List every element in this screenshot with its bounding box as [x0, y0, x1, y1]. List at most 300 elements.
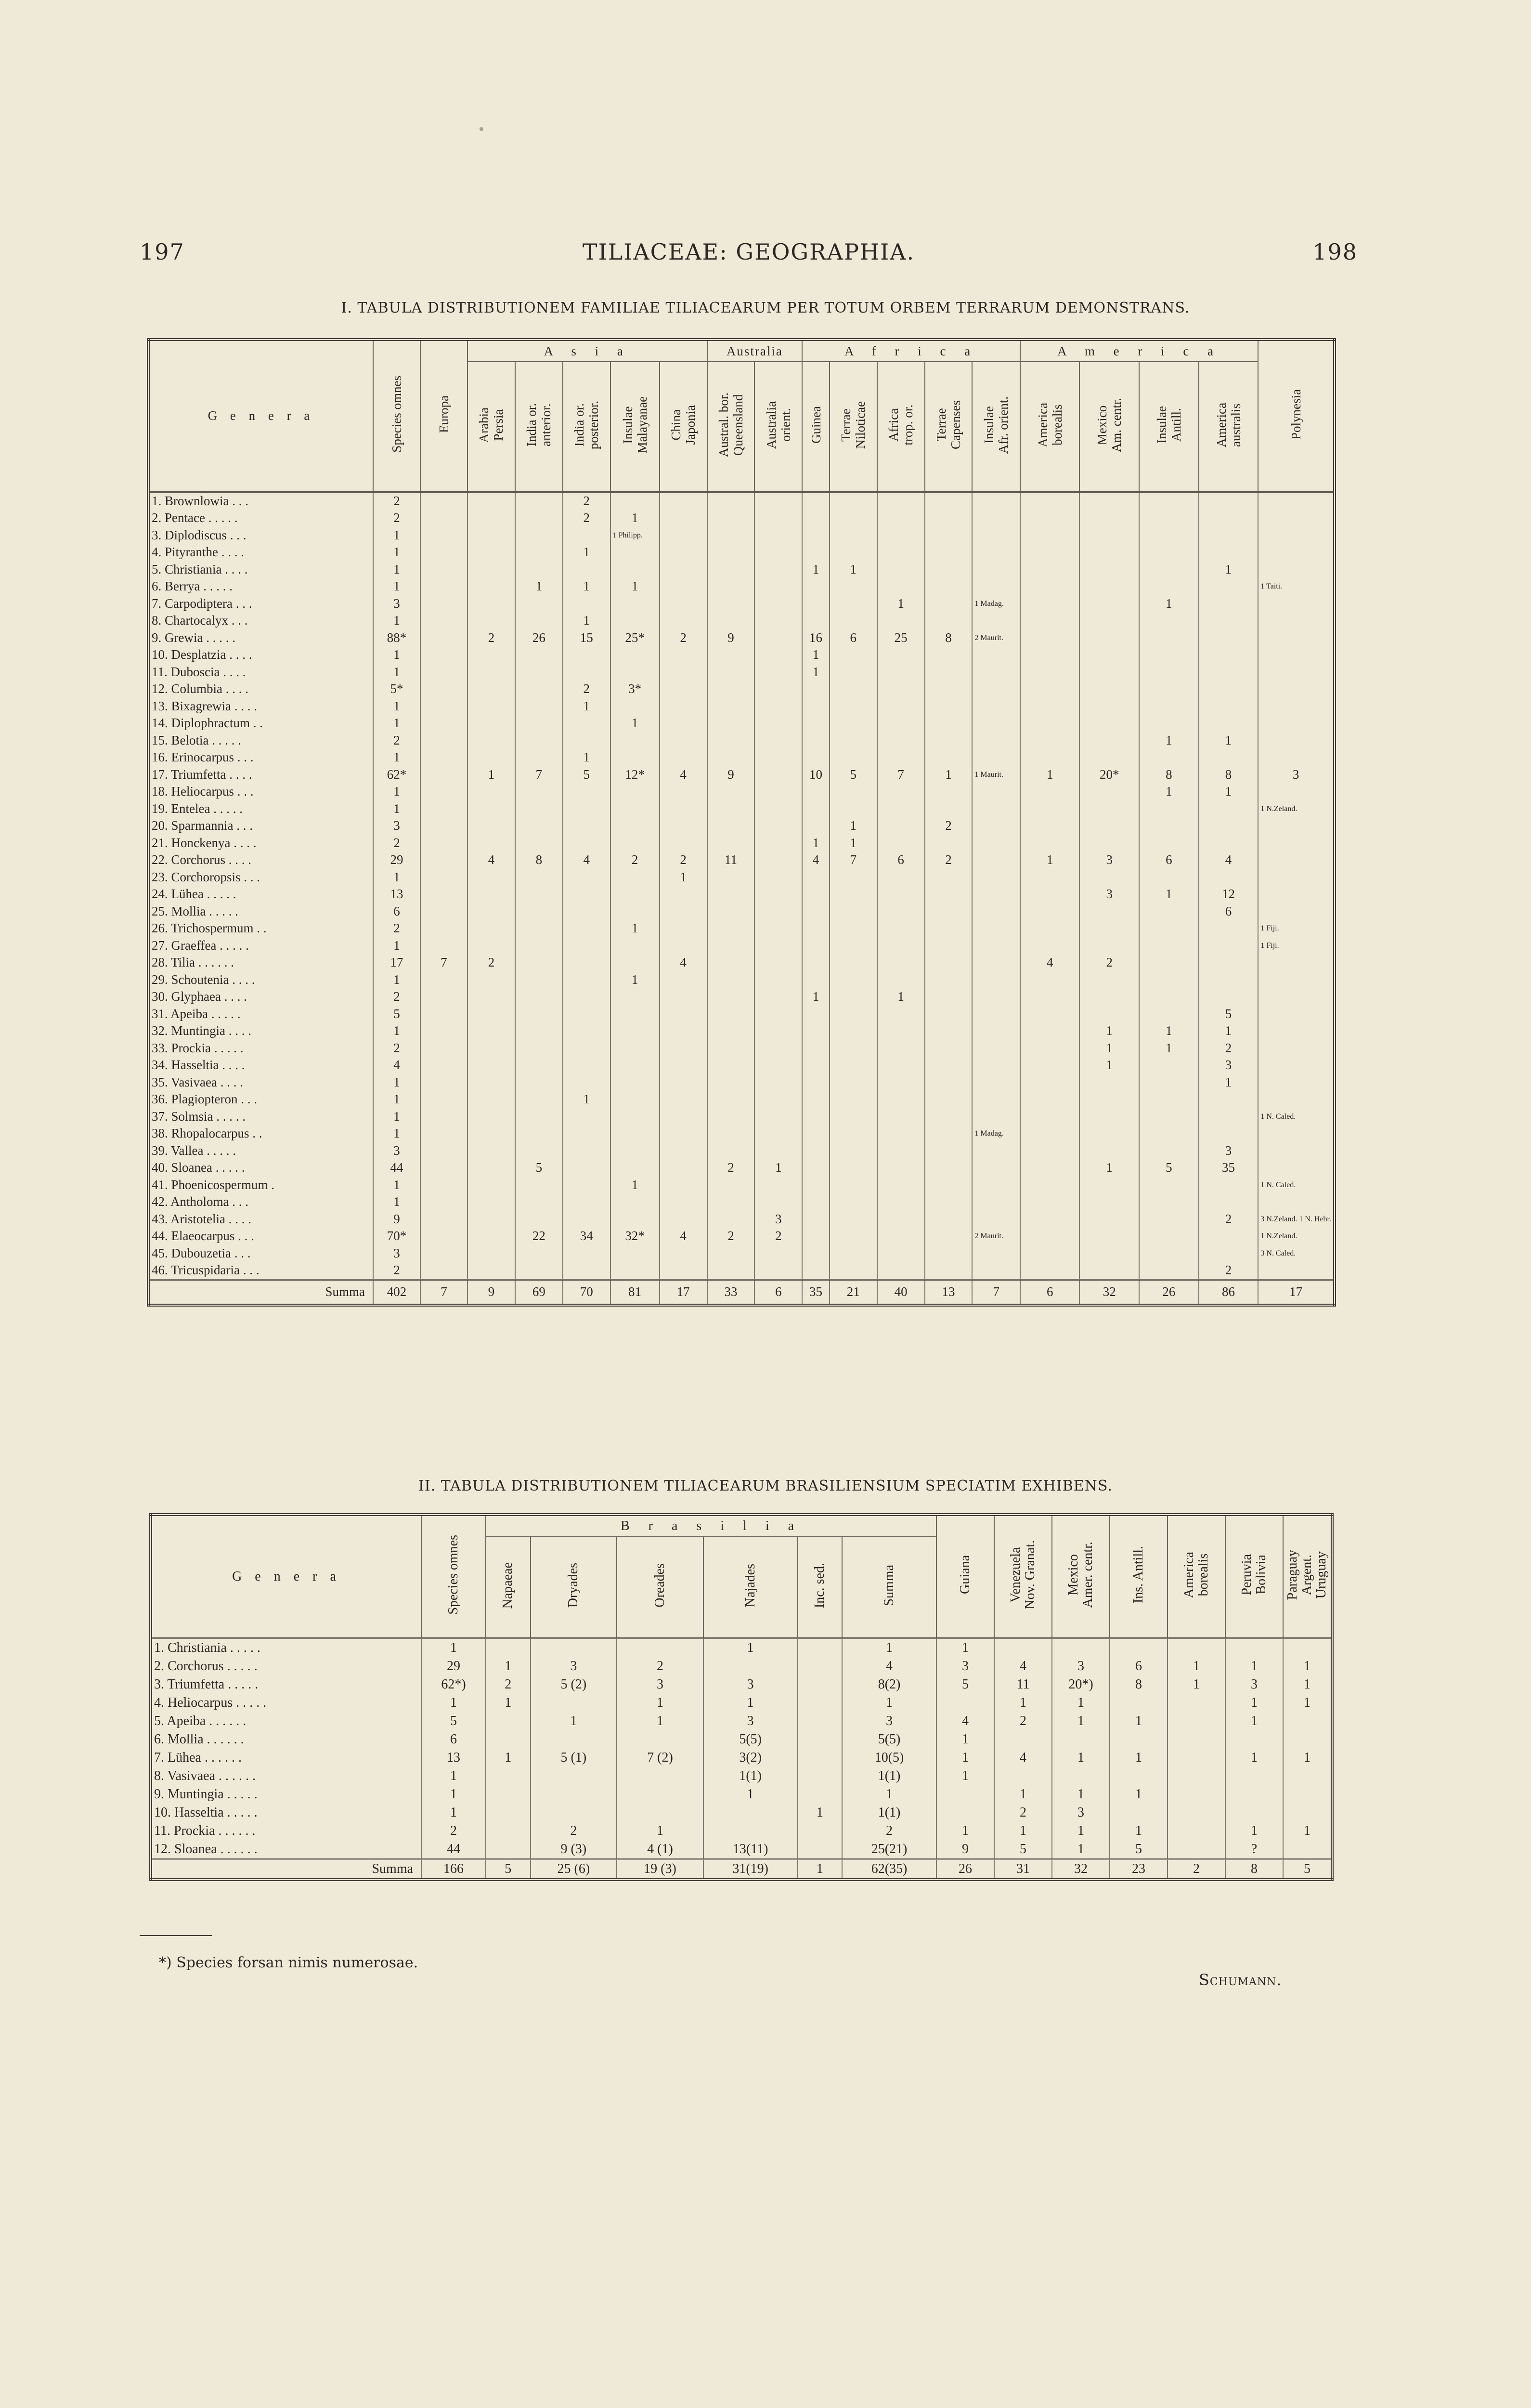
count-cell: 1	[373, 715, 420, 732]
count-cell	[754, 903, 802, 920]
genus-name: 3. Diplodiscus . . .	[152, 527, 247, 542]
count-cell	[1199, 988, 1259, 1006]
count-cell	[1283, 1785, 1332, 1804]
count-cell	[515, 869, 563, 886]
count-cell: 1	[531, 1712, 617, 1730]
count-cell	[1168, 1712, 1225, 1730]
count-cell	[877, 698, 925, 715]
genus-name: 11. Prockia . . . . . .	[154, 1823, 256, 1838]
count-cell	[617, 1804, 703, 1822]
count-cell	[467, 578, 515, 595]
footnote: *) Species forsan nimis numerosae.	[159, 1954, 418, 1971]
count-cell: 1 Fiji.	[1258, 937, 1335, 955]
count-cell: 1	[1079, 1022, 1139, 1040]
genus-name: 3. Triumfetta . . . . .	[154, 1676, 259, 1692]
table-row	[148, 1262, 1335, 1280]
count-cell	[802, 1057, 830, 1074]
count-cell	[798, 1657, 843, 1675]
count-cell: 1	[842, 1785, 936, 1804]
count-cell: 17	[373, 954, 420, 971]
count-cell: 5 (1)	[531, 1749, 617, 1767]
count-cell: 26	[515, 629, 563, 647]
count-cell	[707, 612, 755, 629]
group-header-america: A m e r i c a	[1020, 340, 1258, 362]
count-cell	[1079, 1211, 1139, 1228]
count-cell	[754, 954, 802, 971]
table-row	[148, 595, 1335, 613]
count-cell	[1258, 954, 1335, 971]
genus-name: 25. Mollia . . . . .	[152, 903, 238, 918]
count-cell	[1258, 851, 1335, 869]
count-cell: 1	[936, 1638, 994, 1657]
count-cell	[798, 1730, 843, 1749]
count-cell	[610, 1022, 660, 1040]
count-cell	[1168, 1822, 1225, 1840]
count-cell	[1199, 664, 1259, 681]
count-cell	[754, 629, 802, 647]
count-cell	[660, 646, 707, 664]
genus-name: 43. Aristotelia . . . .	[152, 1211, 251, 1226]
count-cell: 1	[1283, 1694, 1332, 1712]
count-cell	[754, 1006, 802, 1023]
count-cell	[830, 988, 877, 1006]
count-cell	[1139, 903, 1199, 920]
count-cell	[467, 561, 515, 578]
count-cell	[660, 1245, 707, 1262]
count-cell	[563, 903, 610, 920]
count-cell: 2 Maurit.	[972, 1228, 1020, 1245]
count-cell: 4	[994, 1749, 1052, 1767]
count-cell	[877, 510, 925, 527]
count-cell: 1	[1110, 1749, 1168, 1767]
count-cell: 1	[486, 1657, 531, 1675]
count-cell	[754, 1108, 802, 1125]
count-cell	[1079, 1074, 1139, 1091]
count-cell	[1020, 698, 1080, 715]
genus-name: 8. Vasivaea . . . . . .	[154, 1768, 256, 1783]
count-cell	[707, 835, 755, 852]
count-cell	[660, 681, 707, 698]
count-cell	[1258, 681, 1335, 698]
count-cell: 1	[563, 1091, 610, 1108]
count-cell	[467, 1142, 515, 1160]
count-cell: 5	[515, 1159, 563, 1177]
count-cell	[420, 971, 467, 989]
count-cell: 15	[563, 629, 610, 647]
col-header: Inc. sed.	[798, 1537, 843, 1638]
col-header: Venezuela Nov. Granat.	[994, 1515, 1052, 1638]
count-cell	[1079, 646, 1139, 664]
count-cell	[707, 1245, 755, 1262]
count-cell: 31(19)	[703, 1859, 798, 1880]
count-cell: 1	[563, 544, 610, 561]
count-cell	[936, 1694, 994, 1712]
count-cell	[1199, 715, 1259, 732]
count-cell	[877, 1142, 925, 1160]
count-cell	[1079, 817, 1139, 835]
col-header: Napaeae	[486, 1537, 531, 1638]
count-cell	[420, 851, 467, 869]
count-cell	[1168, 1638, 1225, 1657]
count-cell	[925, 783, 973, 800]
table-row	[151, 1840, 1332, 1859]
count-cell	[467, 612, 515, 629]
count-cell	[925, 527, 973, 544]
count-cell	[515, 612, 563, 629]
count-cell	[802, 1228, 830, 1245]
count-cell	[877, 817, 925, 835]
count-cell	[1079, 1177, 1139, 1194]
count-cell	[610, 664, 660, 681]
count-cell: 2	[754, 1228, 802, 1245]
count-cell	[515, 646, 563, 664]
genus-name: 12. Sloanea . . . . . .	[154, 1841, 258, 1857]
count-cell	[1020, 1159, 1080, 1177]
count-cell	[802, 578, 830, 595]
count-cell	[925, 561, 973, 578]
count-cell	[707, 749, 755, 766]
count-cell	[972, 510, 1020, 527]
count-cell: 10	[802, 766, 830, 784]
count-cell	[877, 749, 925, 766]
count-cell	[420, 527, 467, 544]
footnote-rule	[140, 1935, 212, 1936]
count-cell: 2	[994, 1712, 1052, 1730]
count-cell	[707, 664, 755, 681]
count-cell	[1020, 1125, 1080, 1142]
count-cell: 9	[707, 629, 755, 647]
count-cell: 3 N.Zeland. 1 N. Hebr.	[1258, 1211, 1335, 1228]
count-cell	[420, 1245, 467, 1262]
table-row	[148, 646, 1335, 664]
count-cell	[1258, 595, 1335, 613]
col-header: Guiana	[936, 1515, 994, 1638]
genus-name: 17. Triumfetta . . . .	[152, 767, 252, 782]
count-cell	[707, 492, 755, 510]
count-cell	[1020, 492, 1080, 510]
count-cell	[1168, 1749, 1225, 1767]
count-cell	[972, 1006, 1020, 1023]
count-cell	[515, 715, 563, 732]
count-cell	[1020, 715, 1080, 732]
table-row	[148, 681, 1335, 698]
count-cell: 402	[373, 1280, 420, 1305]
genus-name: 1. Christiania . . . . .	[154, 1640, 260, 1655]
count-cell: 16	[802, 629, 830, 647]
count-cell: 1	[1139, 1040, 1199, 1057]
count-cell	[420, 766, 467, 784]
count-cell	[1079, 492, 1139, 510]
genus-name: 7. Lühea . . . . . .	[154, 1750, 242, 1765]
count-cell	[707, 544, 755, 561]
count-cell: 2	[373, 732, 420, 749]
count-cell	[1258, 544, 1335, 561]
count-cell: 5	[1199, 1006, 1259, 1023]
count-cell	[802, 595, 830, 613]
count-cell	[1139, 800, 1199, 818]
count-cell: 8(2)	[842, 1675, 936, 1694]
count-cell	[754, 612, 802, 629]
count-cell	[707, 595, 755, 613]
count-cell: 6	[373, 903, 420, 920]
count-cell: 1	[373, 664, 420, 681]
count-cell	[925, 492, 973, 510]
count-cell: 2	[467, 954, 515, 971]
count-cell	[563, 1006, 610, 1023]
count-cell: 7	[420, 954, 467, 971]
count-cell: 166	[421, 1859, 486, 1880]
count-cell: 1	[617, 1694, 703, 1712]
count-cell	[1258, 510, 1335, 527]
count-cell: 3	[1079, 886, 1139, 903]
count-cell	[515, 835, 563, 852]
count-cell	[798, 1840, 843, 1859]
count-cell	[515, 544, 563, 561]
count-cell: 70	[563, 1280, 610, 1305]
count-cell: 1	[610, 920, 660, 937]
count-cell	[798, 1638, 843, 1657]
count-cell	[1258, 1074, 1335, 1091]
count-cell	[925, 903, 973, 920]
count-cell	[707, 1057, 755, 1074]
count-cell	[420, 1228, 467, 1245]
count-cell: 1	[703, 1694, 798, 1712]
count-cell	[515, 561, 563, 578]
count-cell	[1139, 561, 1199, 578]
col-header: Najades	[703, 1537, 798, 1638]
count-cell	[1199, 527, 1259, 544]
count-cell	[802, 1177, 830, 1194]
count-cell	[830, 1091, 877, 1108]
count-cell	[707, 1125, 755, 1142]
count-cell	[467, 835, 515, 852]
genus-name: 34. Hasseltia . . . .	[152, 1058, 245, 1072]
count-cell	[1079, 937, 1139, 955]
count-cell: 1	[877, 988, 925, 1006]
count-cell	[610, 1108, 660, 1125]
count-cell: 1	[373, 544, 420, 561]
count-cell	[486, 1804, 531, 1822]
table-row	[148, 732, 1335, 749]
count-cell	[830, 681, 877, 698]
count-cell	[515, 664, 563, 681]
genus-name: 5. Apeiba . . . . . .	[154, 1713, 247, 1728]
count-cell	[515, 510, 563, 527]
col-header: Australia orient.	[754, 362, 802, 492]
count-cell: 1	[421, 1804, 486, 1822]
count-cell	[563, 800, 610, 818]
count-cell: 1	[421, 1767, 486, 1785]
count-cell	[1079, 561, 1139, 578]
count-cell	[1079, 629, 1139, 647]
col-header: Insulae Antill.	[1139, 362, 1199, 492]
count-cell	[1139, 988, 1199, 1006]
count-cell	[467, 681, 515, 698]
table-row	[148, 1108, 1335, 1125]
count-cell	[972, 612, 1020, 629]
count-cell: 2	[617, 1657, 703, 1675]
col-header: Austral. bor. Queensland	[707, 362, 755, 492]
count-cell	[1139, 971, 1199, 989]
count-cell	[1258, 527, 1335, 544]
count-cell	[420, 1262, 467, 1280]
count-cell	[802, 1022, 830, 1040]
count-cell	[754, 1245, 802, 1262]
count-cell	[1020, 612, 1080, 629]
count-cell	[1258, 1006, 1335, 1023]
count-cell: 1	[1079, 1040, 1139, 1057]
count-cell	[972, 646, 1020, 664]
count-cell	[1020, 561, 1080, 578]
count-cell	[754, 715, 802, 732]
count-cell	[754, 698, 802, 715]
col-header: Africa trop. or.	[877, 362, 925, 492]
count-cell	[830, 715, 877, 732]
count-cell	[877, 1074, 925, 1091]
table2-caption: II. TABULA DISTRIBUTIONEM TILIACEARUM BRASILIENSIUM SPECIATIM EXHIBENS.	[418, 1478, 1113, 1494]
genus-name: 6. Berrya . . . . .	[152, 579, 233, 593]
count-cell: 1	[1225, 1657, 1283, 1675]
count-cell	[467, 664, 515, 681]
count-cell: 1 N. Caled.	[1258, 1177, 1335, 1194]
count-cell	[1139, 869, 1199, 886]
count-cell	[972, 664, 1020, 681]
count-cell: 1	[936, 1822, 994, 1840]
count-cell	[1020, 920, 1080, 937]
count-cell	[877, 1108, 925, 1125]
genus-name: 4. Heliocarpus . . . . .	[154, 1695, 267, 1710]
col-header: Ins. Antill.	[1110, 1515, 1168, 1638]
count-cell	[467, 1006, 515, 1023]
count-cell	[1020, 646, 1080, 664]
count-cell: 1 Madag.	[972, 595, 1020, 613]
count-cell	[1225, 1638, 1283, 1657]
count-cell	[754, 1262, 802, 1280]
count-cell	[420, 612, 467, 629]
count-cell	[1020, 1262, 1080, 1280]
count-cell	[515, 1006, 563, 1023]
count-cell	[1139, 1125, 1199, 1142]
count-cell	[972, 732, 1020, 749]
count-cell	[1020, 1108, 1080, 1125]
count-cell	[830, 749, 877, 766]
count-cell: 5(5)	[842, 1730, 936, 1749]
count-cell	[1079, 1262, 1139, 1280]
count-cell	[610, 544, 660, 561]
col-header: Insulae Malayanae	[610, 362, 660, 492]
count-cell	[515, 954, 563, 971]
count-cell	[1020, 510, 1080, 527]
count-cell	[1020, 800, 1080, 818]
count-cell	[1052, 1638, 1110, 1657]
count-cell: 1	[373, 749, 420, 766]
count-cell	[660, 1193, 707, 1211]
count-cell: 62*)	[421, 1675, 486, 1694]
count-cell	[877, 937, 925, 955]
summa-label: Summa	[148, 1280, 373, 1305]
count-cell	[802, 749, 830, 766]
count-cell: 6	[421, 1730, 486, 1749]
genus-name: 12. Columbia . . . .	[152, 681, 248, 696]
count-cell	[515, 749, 563, 766]
count-cell	[925, 1125, 973, 1142]
count-cell	[515, 1108, 563, 1125]
count-cell: 1 Maurit.	[972, 766, 1020, 784]
count-cell	[1199, 510, 1259, 527]
count-cell	[1139, 527, 1199, 544]
count-cell	[467, 544, 515, 561]
count-cell	[754, 510, 802, 527]
count-cell	[830, 1108, 877, 1125]
count-cell	[563, 1245, 610, 1262]
count-cell: 8	[1199, 766, 1259, 784]
count-cell: 5	[936, 1675, 994, 1694]
table-row	[148, 988, 1335, 1006]
count-cell: 1	[1225, 1749, 1283, 1767]
count-cell	[925, 544, 973, 561]
count-cell: 86	[1199, 1280, 1259, 1305]
count-cell	[563, 920, 610, 937]
count-cell	[563, 886, 610, 903]
count-cell: 1	[1052, 1712, 1110, 1730]
col-header: India or. posterior.	[563, 362, 610, 492]
count-cell	[1258, 869, 1335, 886]
count-cell	[467, 1125, 515, 1142]
count-cell	[936, 1804, 994, 1822]
count-cell	[1020, 988, 1080, 1006]
count-cell	[1283, 1804, 1332, 1822]
count-cell	[1139, 1177, 1199, 1194]
count-cell	[925, 715, 973, 732]
count-cell	[925, 1022, 973, 1040]
count-cell	[610, 1193, 660, 1211]
count-cell: 35	[802, 1280, 830, 1305]
count-cell	[1139, 544, 1199, 561]
count-cell: 2	[563, 510, 610, 527]
count-cell	[420, 937, 467, 955]
count-cell	[610, 1057, 660, 1074]
distribution-table-brazil	[149, 1513, 1334, 1881]
count-cell	[660, 749, 707, 766]
table-row	[148, 561, 1335, 578]
count-cell	[798, 1785, 843, 1804]
count-cell	[802, 1245, 830, 1262]
count-cell	[1020, 1228, 1080, 1245]
col-header: Mexico Am. centr.	[1079, 362, 1139, 492]
count-cell	[660, 1091, 707, 1108]
count-cell	[515, 1193, 563, 1211]
count-cell	[467, 817, 515, 835]
table-row	[151, 1785, 1332, 1804]
count-cell: 1	[1110, 1822, 1168, 1840]
count-cell: 2	[373, 988, 420, 1006]
count-cell: 13(11)	[703, 1840, 798, 1859]
count-cell	[877, 1245, 925, 1262]
count-cell	[877, 561, 925, 578]
count-cell	[802, 903, 830, 920]
count-cell	[1258, 971, 1335, 989]
count-cell	[420, 903, 467, 920]
genus-name: 18. Heliocarpus . . .	[152, 784, 254, 798]
count-cell	[877, 1211, 925, 1228]
count-cell: 1	[830, 817, 877, 835]
count-cell: 5	[1283, 1859, 1332, 1880]
count-cell	[1020, 664, 1080, 681]
count-cell	[515, 1040, 563, 1057]
count-cell	[1258, 1262, 1335, 1280]
count-cell: 1	[373, 1022, 420, 1040]
count-cell	[754, 1040, 802, 1057]
